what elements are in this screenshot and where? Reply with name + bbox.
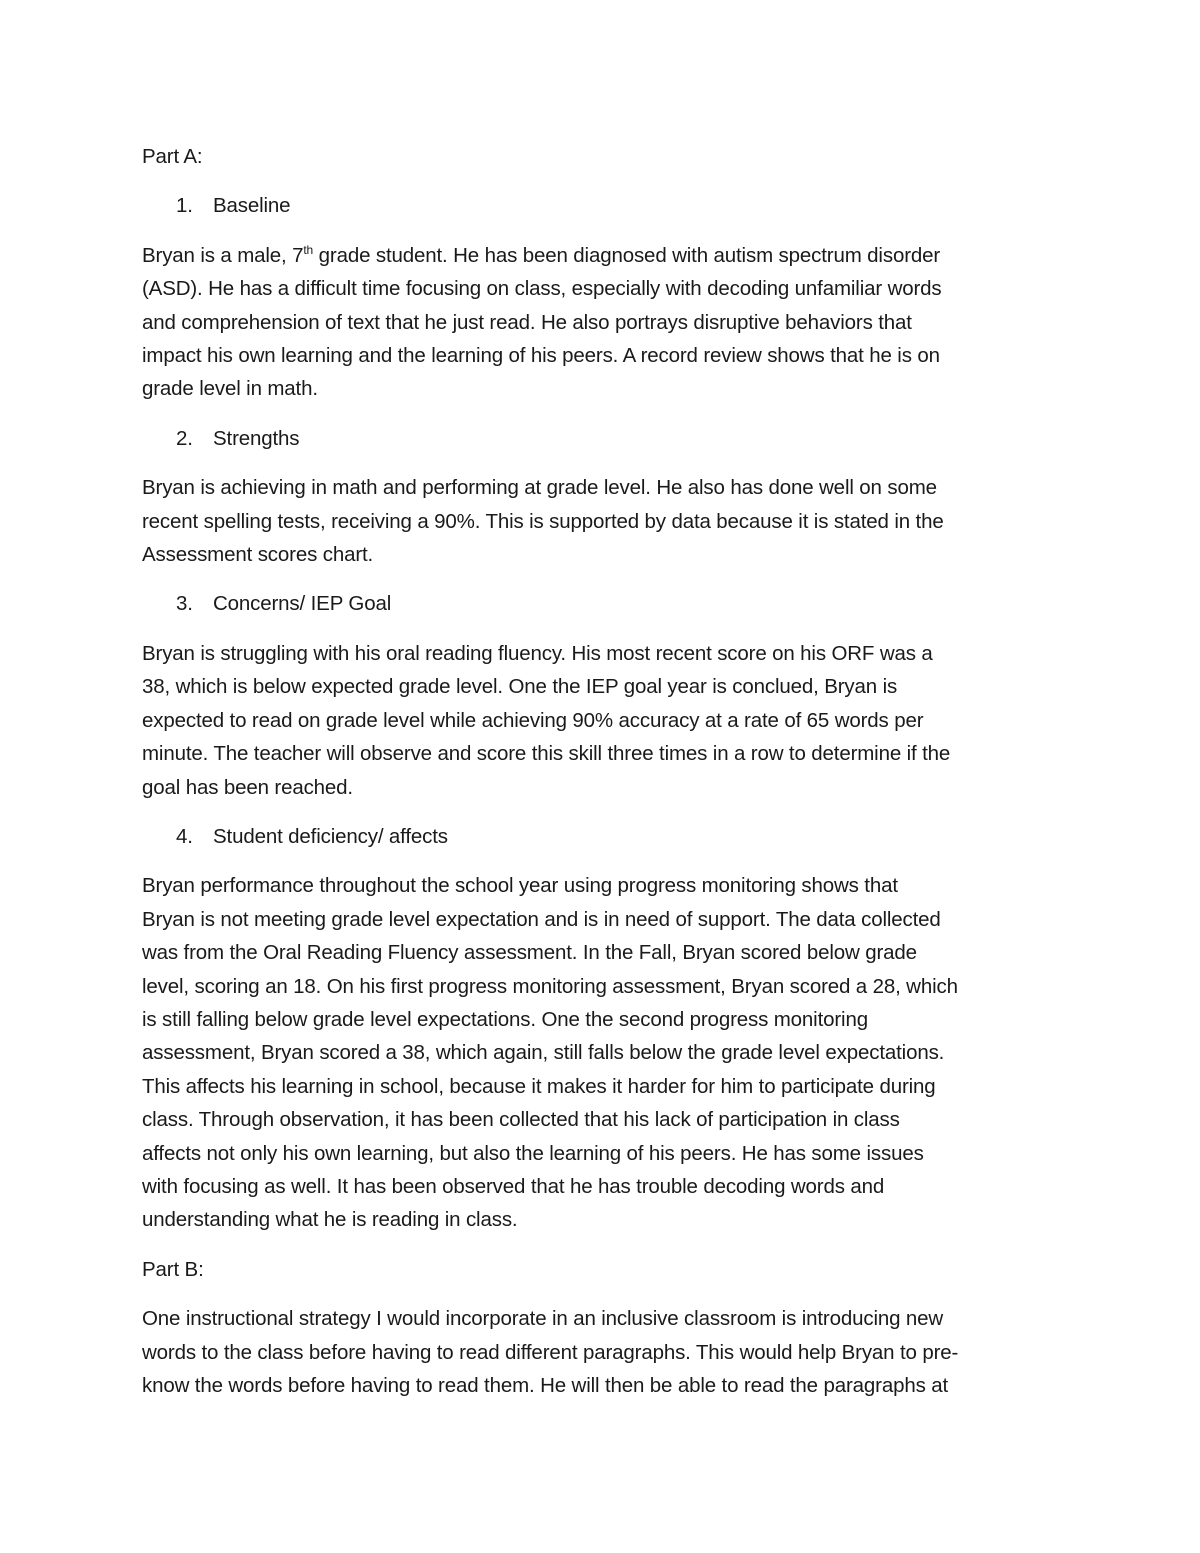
section-3-number: 3. bbox=[176, 592, 193, 616]
baseline-text-start: Bryan is a male, 7 bbox=[142, 243, 304, 267]
section-2-number: 2. bbox=[176, 426, 193, 450]
strengths-paragraph: Bryan is achieving in math and performing at grade level. He also has done well on some recent spelling tests, receiving a 90%. This is supported by data because it is stated in the Assessment scores chart. bbox=[142, 476, 944, 567]
section-4-title: Student deficiency/ affects bbox=[213, 824, 448, 848]
section-1-number: 1. bbox=[176, 194, 193, 218]
section-3-title: Concerns/ IEP Goal bbox=[213, 592, 392, 616]
section-4-heading bbox=[142, 820, 1062, 853]
document-body bbox=[142, 140, 1062, 1418]
section-2-title: Strengths bbox=[213, 426, 300, 450]
concerns-paragraph: Bryan is struggling with his oral reading fluency. His most recent score on his ORF was a 38, which is below expected grade level. One the IEP goal year is conclued, Bryan is expected to read on grade level while achieving 90% accuracy at a rate of 65 words per minute. The teacher will observe and score this skill three times in a row to determine if the goal has been reached. bbox=[142, 641, 951, 799]
section-3-heading bbox=[142, 587, 1062, 620]
part-a-heading: Part A: bbox=[142, 145, 203, 168]
section-1-title: Baseline bbox=[213, 194, 291, 218]
part-b-heading: Part B: bbox=[142, 1257, 204, 1281]
section-1-heading bbox=[142, 189, 1062, 222]
baseline-text-rest: grade student. He has been diagnosed with autism spectrum disorder (ASD). He has a difficult time focusing on class, especially with decoding unfamiliar words and comprehension of text that he just read. He also portrays disruptive behaviors that impact his own learning and the learning of his peers. A record review shows that he is on grade level in math. bbox=[142, 243, 942, 401]
section-2-heading bbox=[142, 422, 1062, 455]
deficiency-paragraph: Bryan performance throughout the school year using progress monitoring shows that Bryan is not meeting grade level expectation and is in need of support. The data collected was from the Oral Reading Fluency assessment. In the Fall, Bryan scored below grade level, scoring an 18. On his first progress monitoring assessment, Bryan scored a 28, which is still falling below grade level expectations. One the second progress monitoring assessment, Bryan scored a 38, which again, still falls below the grade level expectations. This affects his learning in school, because it makes it harder for him to participate during class. Through observation, it has been collected that his lack of participation in class affects not only his own learning, but also the learning of his peers. He has some issues with focusing as well. It has been observed that he has trouble decoding words and understanding what he is reading in class. bbox=[142, 874, 958, 1232]
section-4-number: 4. bbox=[176, 824, 193, 848]
part-b-paragraph: One instructional strategy I would incorporate in an inclusive classroom is introducing new words to the class before having to read different paragraphs. This would help Bryan to pre- know the words before having to read them. He will then be able to read the paragraphs at bbox=[142, 1307, 959, 1397]
baseline-paragraph bbox=[142, 239, 1062, 406]
ordinal-suffix: th bbox=[303, 242, 314, 257]
